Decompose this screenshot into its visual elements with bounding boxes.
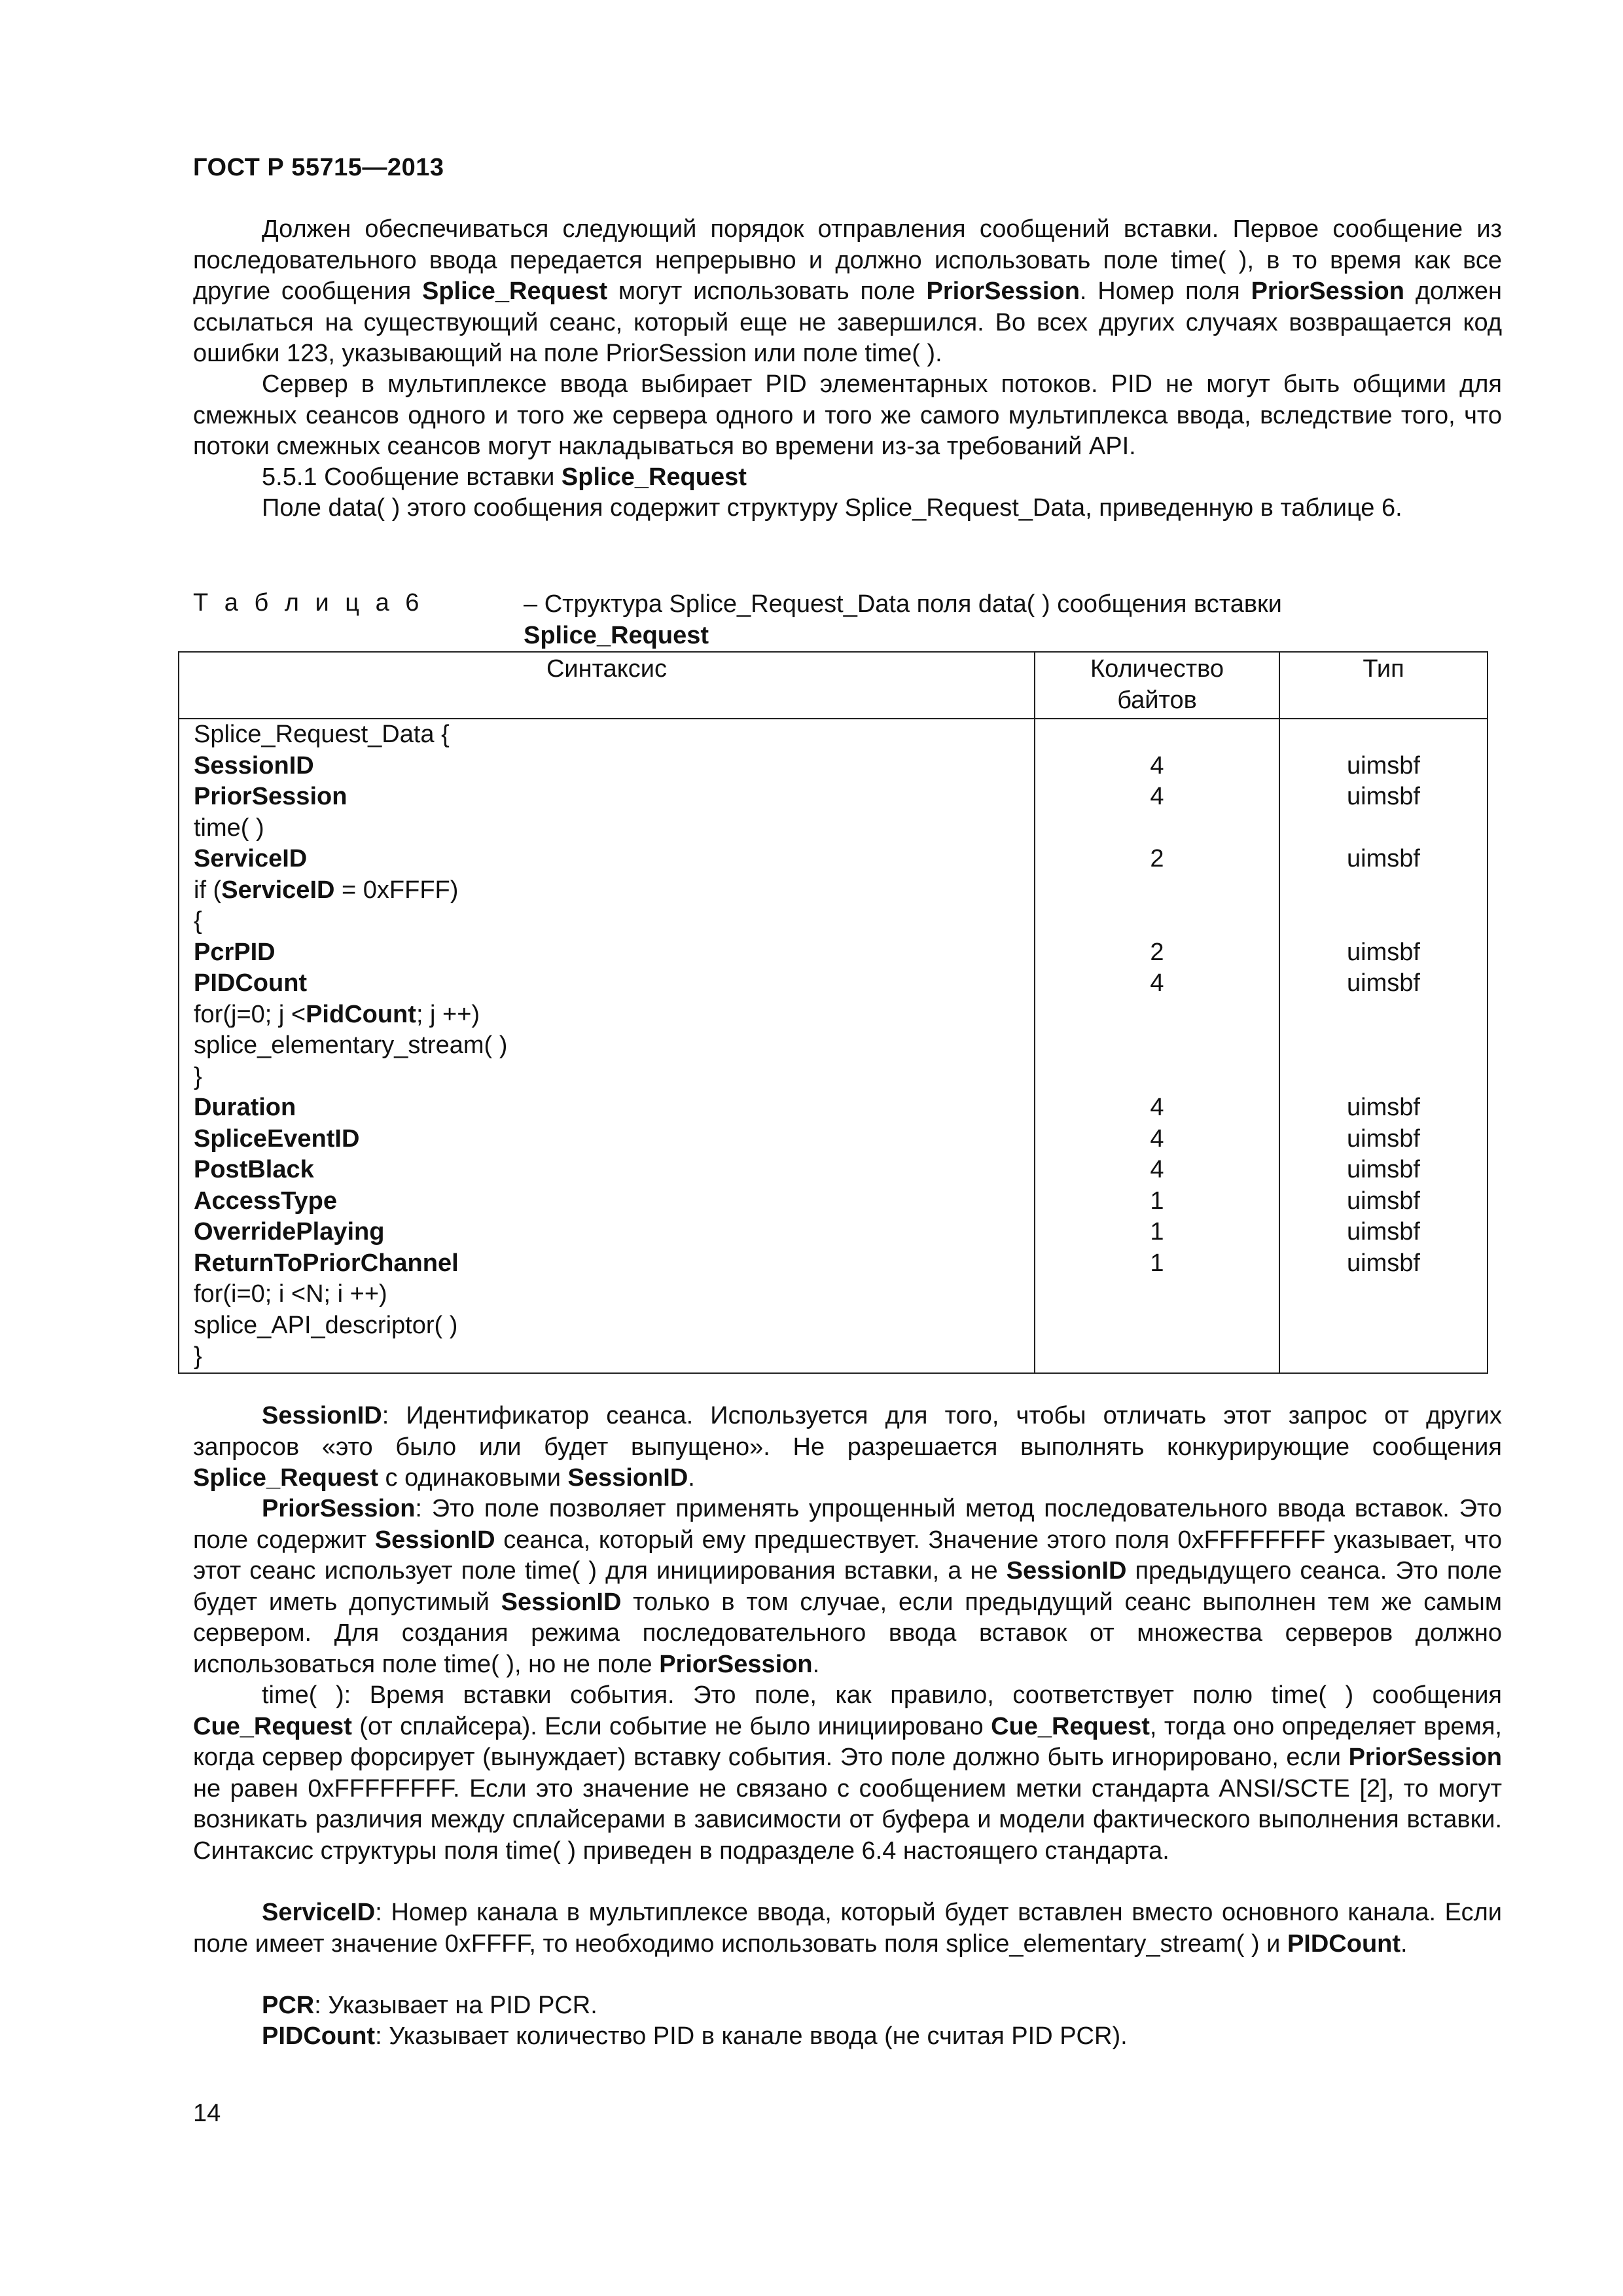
syntax-cell: PcrPID (179, 937, 1035, 969)
table-row (179, 844, 1488, 875)
header-bytes: Количество байтов (1035, 652, 1279, 719)
syntax-cell: SessionID (179, 751, 1035, 782)
syntax-cell: PriorSession (179, 781, 1035, 813)
bytes-cell: 2 (1035, 844, 1279, 875)
bytes-cell: 4 (1035, 781, 1279, 813)
table-row (179, 1092, 1488, 1124)
type-cell (1279, 999, 1488, 1031)
section-heading: 5.5.1 Сообщение вставки Splice_Request (262, 463, 747, 491)
table-row (179, 875, 1488, 906)
bytes-cell (1035, 875, 1279, 906)
type-cell: uimsbf (1279, 1155, 1488, 1186)
type-cell (1279, 1310, 1488, 1342)
bytes-cell (1035, 1279, 1279, 1310)
page-number: 14 (193, 2100, 221, 2127)
table-row (179, 1155, 1488, 1186)
bytes-cell (1035, 999, 1279, 1031)
table-caption-label: Т а б л и ц а 6 (193, 589, 424, 617)
intro-paragraph-4: Поле data( ) этого сообщения содержит структуру Splice_Request_Data, приведенную в таблице 6. (262, 494, 1402, 522)
syntax-cell: OverridePlaying (179, 1217, 1035, 1248)
definition-prior-session: PriorSession: Это поле позволяет применять упрощенный метод последовательного ввода вставок. Это поле содержит SessionID сеанса, который ему предшествует. Значение этого поля 0xFFFFFFFF указывает, что этот сеанс использует поле time( ) для инициирования вставки, а не SessionID предыдущего сеанса. Это поле будет иметь допустимый SessionID только в том случае, если предыдущий сеанс выполнен тем же самым сервером. Для создания режима последовательного ввода вставок от множества серверов должно использоваться поле time( ), но не поле PriorSession. (193, 1495, 1503, 1678)
bytes-cell: 1 (1035, 1217, 1279, 1248)
table-row (179, 1279, 1488, 1310)
header-syntax: Синтаксис (179, 652, 1035, 719)
type-cell: uimsbf (1279, 1092, 1488, 1124)
bytes-cell (1035, 1030, 1279, 1062)
type-cell: uimsbf (1279, 1124, 1488, 1155)
syntax-cell: time( ) (179, 813, 1035, 844)
definition-pid-count: PIDCount: Указывает количество PID в канале ввода (не считая PID PCR). (262, 2022, 1128, 2050)
syntax-cell: SpliceEventID (179, 1124, 1035, 1155)
header-type: Тип (1279, 652, 1488, 719)
syntax-cell: PostBlack (179, 1155, 1035, 1186)
bytes-cell (1035, 1310, 1279, 1342)
table-row (179, 1124, 1488, 1155)
bytes-cell (1035, 1341, 1279, 1373)
table-row (179, 1341, 1488, 1373)
type-cell (1279, 875, 1488, 906)
type-cell (1279, 906, 1488, 937)
structure-table (178, 651, 1488, 1374)
intro-paragraph-2: Сервер в мультиплексе ввода выбирает PID элементарных потоков. PID не могут быть общими для смежных сеансов одного и того же сервера одного и того же самого мультиплекса ввода, вследствие того, что потоки смежных сеансов могут накладываться во времени из-за требований API. (193, 370, 1502, 460)
table-row (179, 781, 1488, 813)
definition-time: time( ): Время вставки события. Это поле, как правило, соответствует полю time( ) сообщения Cue_Request (от сплайсера). Если событие не было инициировано Cue_Request, тогда оно определяет время, когда сервер форсирует (вынуждает) вставку события. Это поле должно быть игнорировано, если PriorSession не равен 0xFFFFFFFF. Если это значение не связано с сообщением метки стандарта ANSI/SCTE [2], то могут возникать различия между сплайсерами в зависимости от буфера и модели фактического выполнения вставки. Синтаксис структуры поля time( ) приведен в подразделе 6.4 настоящего стандарта. (193, 1681, 1502, 1865)
type-cell (1279, 813, 1488, 844)
syntax-cell: AccessType (179, 1186, 1035, 1217)
definition-session-id: SessionID: Идентификатор сеанса. Используется для того, чтобы отличать этот запрос от других запросов «это было или будет выпущено». Не разрешается выполнять конкурирующие сообщения Splice_Request с одинаковыми SessionID. (193, 1402, 1502, 1492)
table-row (179, 1310, 1488, 1342)
syntax-cell: } (179, 1062, 1035, 1093)
table-row (179, 1062, 1488, 1093)
type-cell: uimsbf (1279, 1186, 1488, 1217)
syntax-cell: PIDCount (179, 968, 1035, 999)
bytes-cell: 1 (1035, 1248, 1279, 1280)
table-row (179, 719, 1488, 751)
type-cell: uimsbf (1279, 844, 1488, 875)
syntax-cell: if (ServiceID = 0xFFFF) (179, 875, 1035, 906)
syntax-cell: for(j=0; j <PidCount; j ++) (179, 999, 1035, 1031)
table-row (179, 906, 1488, 937)
syntax-cell: Duration (179, 1092, 1035, 1124)
type-cell: uimsbf (1279, 781, 1488, 813)
type-cell (1279, 1341, 1488, 1373)
table-row (179, 1248, 1488, 1280)
bytes-cell (1035, 1062, 1279, 1093)
syntax-cell: splice_API_descriptor( ) (179, 1310, 1035, 1342)
bytes-cell: 4 (1035, 1155, 1279, 1186)
bytes-cell: 1 (1035, 1186, 1279, 1217)
type-cell (1279, 1062, 1488, 1093)
syntax-cell: { (179, 906, 1035, 937)
syntax-cell: splice_elementary_stream( ) (179, 1030, 1035, 1062)
table-row (179, 751, 1488, 782)
type-cell: uimsbf (1279, 968, 1488, 999)
table-row (179, 1217, 1488, 1248)
syntax-cell: ServiceID (179, 844, 1035, 875)
type-cell (1279, 719, 1488, 751)
table-row (179, 1030, 1488, 1062)
bytes-cell: 4 (1035, 1092, 1279, 1124)
syntax-cell: Splice_Request_Data { (179, 719, 1035, 751)
syntax-cell: } (179, 1341, 1035, 1373)
bytes-cell: 2 (1035, 937, 1279, 969)
type-cell: uimsbf (1279, 751, 1488, 782)
bytes-cell (1035, 813, 1279, 844)
table-row (179, 999, 1488, 1031)
bytes-cell (1035, 906, 1279, 937)
table-row (179, 937, 1488, 969)
bytes-cell: 4 (1035, 1124, 1279, 1155)
type-cell: uimsbf (1279, 937, 1488, 969)
table-row (179, 813, 1488, 844)
bytes-cell (1035, 719, 1279, 751)
syntax-cell: for(i=0; i <N; i ++) (179, 1279, 1035, 1310)
definition-service-id: ServiceID: Номер канала в мультиплексе ввода, который будет вставлен вместо основного канала. Если поле имеет значение 0xFFFF, то необходимо использовать поля splice_elementary_stream( ) и PIDCount. (193, 1899, 1502, 1958)
bytes-cell: 4 (1035, 968, 1279, 999)
intro-paragraph-1: Должен обеспечиваться следующий порядок отправления сообщений вставки. Первое сообщение из последовательного ввода передается непрерывно и должно использовать поле time( ), в то время как все другие сообщения Splice_Request могут использовать поле PriorSession. Номер поля PriorSession должен ссылаться на существующий сеанс, который еще не завершился. Во всех других случаях возвращается код ошибки 123, указывающий на поле PriorSession или поле time( ). (193, 215, 1502, 367)
type-cell (1279, 1279, 1488, 1310)
type-cell (1279, 1030, 1488, 1062)
definition-pcr: PCR: Указывает на PID PCR. (262, 1992, 597, 2019)
type-cell: uimsbf (1279, 1217, 1488, 1248)
table-row (179, 1186, 1488, 1217)
table-row (179, 968, 1488, 999)
bytes-cell: 4 (1035, 751, 1279, 782)
table-header-row (179, 652, 1488, 719)
document-header: ГОСТ Р 55715—2013 (193, 154, 444, 181)
syntax-cell: ReturnToPriorChannel (179, 1248, 1035, 1280)
table-caption-title: – Структура Splice_Request_Data поля data( ) сообщения вставки Splice_Request (524, 590, 1282, 649)
type-cell: uimsbf (1279, 1248, 1488, 1280)
